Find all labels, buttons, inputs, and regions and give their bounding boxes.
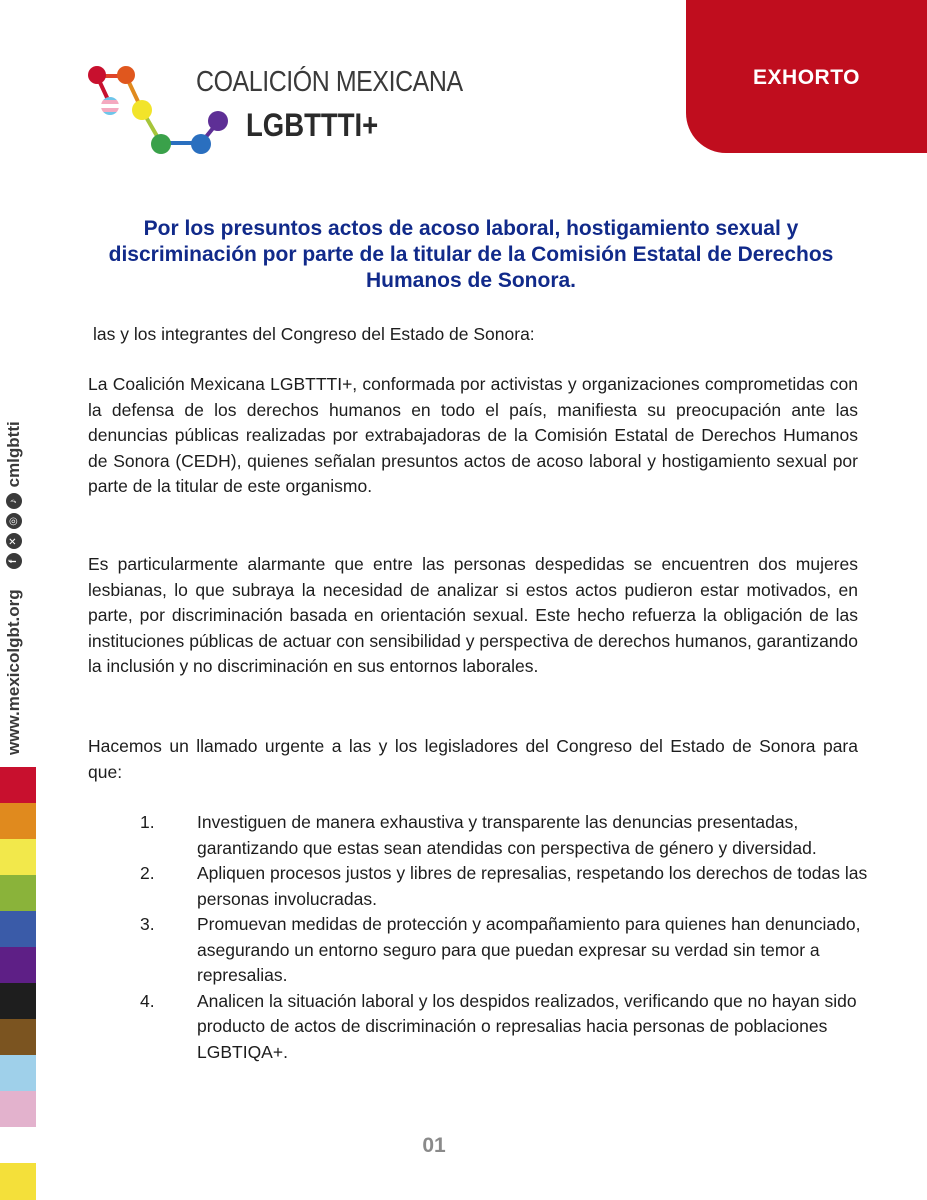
paragraph-1: La Coalición Mexicana LGBTTTI+, conformada por activistas y organizaciones comprometidas con la defensa de los derechos humanos en todo el país, manifiesta su preocupación ante las denuncias públicas realizadas por extrabajadoras de la Comisión Estatal de Derechos Humanos de Sonora (CEDH), quienes señalan presuntos actos de acoso laboral y hostigamiento sexual por parte de la titular de este organismo. (88, 374, 858, 496)
facebook-icon[interactable]: f (6, 553, 22, 569)
stripe-segment (0, 767, 36, 803)
list-item (140, 810, 870, 861)
logo-node-yellow (132, 100, 152, 120)
stripe-segment (0, 983, 36, 1019)
stripe-segment (0, 1163, 36, 1200)
stripe-segment (0, 839, 36, 875)
x-icon[interactable]: ✕ (6, 533, 22, 549)
logo-node-trans (100, 96, 120, 116)
list-item-text: Apliquen procesos justos y libres de represalias, respetando los derechos de todas las personas involucradas. (197, 863, 868, 909)
document-type-label: EXHORTO (753, 66, 860, 89)
stripe-segment (0, 803, 36, 839)
social-handle[interactable]: cmlgbtti (4, 421, 23, 488)
list-item-number: 1. (140, 812, 155, 832)
page-number: 01 (422, 1134, 446, 1157)
document-title: Por los presuntos actos de acoso laboral, hostigamiento sexual y discriminación por parte de la titular de la Comisión Estatal de Derechos Humanos de Sonora. (108, 217, 834, 292)
stripe-segment (0, 1019, 36, 1055)
stripe-segment (0, 911, 36, 947)
list-item (140, 989, 870, 1066)
document-type-tag (686, 0, 927, 153)
list-item-number: 4. (140, 990, 155, 1011)
rainbow-stripe (0, 767, 36, 1127)
paragraph-2: Es particularmente alarmante que entre las personas despedidas se encuentren dos mujeres lesbianas, lo que subraya la necesidad de analizar si estos actos pudieron estar motivados, en parte, por discriminación basada en orientación sexual. Este hecho refuerza la obligación de las instituciones públicas de actuar con sensibilidad y perspectiva de derechos humanos, garantizando la inclusión y no discriminación en sus entornos laborales. (88, 554, 858, 676)
logo-node-red (88, 66, 106, 84)
list-item-number: 3. (140, 914, 155, 934)
tiktok-icon[interactable]: ♪ (6, 493, 22, 509)
instagram-icon[interactable]: ◎ (6, 513, 22, 529)
list-item-text: Promuevan medidas de protección y acompañamiento para quienes han denunciado, asegurando un entorno seguro para que puedan expresar su verdad sin temor a represalias. (197, 914, 861, 985)
stripe-segment (0, 875, 36, 911)
stripe-segment (0, 1091, 36, 1127)
logo-node-green (151, 134, 171, 154)
demands-list (140, 810, 870, 1065)
list-item (140, 861, 870, 912)
logo-title-line2: LGBTTTI+ (246, 107, 379, 143)
paragraph-3: Hacemos un llamado urgente a las y los legisladores del Congreso del Estado de Sonora para que: (88, 736, 858, 782)
list-item-text: Investiguen de manera exhaustiva y transparente las denuncias presentadas, garantizando que estas sean atendidas con perspectiva de género y diversidad. (197, 812, 817, 858)
list-item (140, 912, 870, 989)
logo-node-orange (117, 66, 135, 84)
logo-title-line1: COALICIÓN MEXICANA (196, 66, 463, 98)
stripe-segment (0, 947, 36, 983)
website-link[interactable]: www.mexicolgbt.org (4, 589, 23, 755)
list-item-text: Analicen la situación laboral y los despidos realizados, verificando que no hayan sido producto de actos de discriminación o represalias hacia personas de poblaciones LGBTIQA+. (197, 990, 857, 1062)
list-item-number: 2. (140, 863, 155, 883)
logo-node-purple (208, 111, 228, 131)
salutation: las y los integrantes del Congreso del Estado de Sonora: (93, 324, 535, 344)
stripe-segment (0, 1055, 36, 1091)
logo-node-blue (191, 134, 211, 154)
